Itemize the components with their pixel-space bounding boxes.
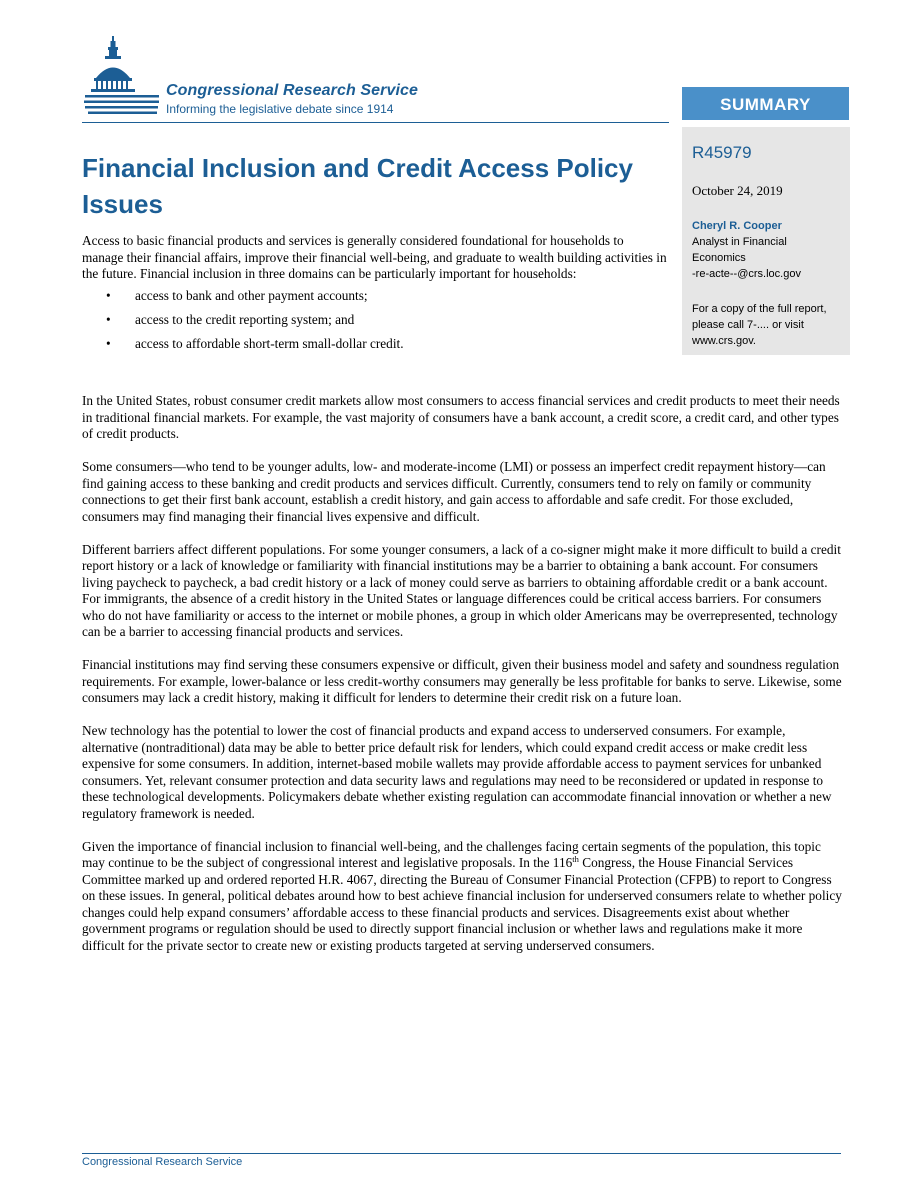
inclusion-domains-list: [82, 288, 667, 353]
body-paragraph: Different barriers affect different populations. For some younger consumers, a lack of a co-signer might make it more difficult to build a credit report history or a lack of knowledge or familiarity with financial institutions may be a barrier to obtaining a bank account. For consumers living paycheck to paycheck, a bad credit history or a lack of money could serve as barriers to obtaining affordable credit or a bank account. For immigrants, the absence of a credit history in the United States or language differences could be critical access barriers. For consumers who do not have familiarity or access to the internet or mobile phones, a group in which older Americans may be overrepresented, technology can be a barrier to accessing financial products and services.: [82, 541, 841, 639]
list-item: • access to bank and other payment accounts;: [135, 288, 667, 305]
body-paragraph: New technology has the potential to lower the cost of financial products and expand access to underserved consumers. For example, alternative (nontraditional) data may be able to better price default risk for lenders, which could expand credit access or make credit less expensive for some consumers. In addition, internet-based mobile wallets may provide affordable access to payment services for unbanked consumers. Yet, relevant consumer protection and data security laws and regulations may need to be reconsidered or updated in response to these technological developments. Policymakers debate whether existing regulation can accommodate financial innovation or whether a new regulatory framework is needed.: [82, 723, 832, 821]
crs-logo: [82, 36, 482, 122]
header-divider: [82, 122, 669, 123]
org-tagline: Informing the legislative debate since 1914: [166, 102, 394, 116]
summary-sidebar: [682, 127, 850, 355]
body-paragraph-last: [82, 839, 842, 955]
report-number: R45979: [692, 143, 752, 162]
list-item: • access to affordable short-term small-dollar credit.: [135, 336, 667, 353]
body-paragraph: Financial institutions may find serving these consumers expensive or difficult, given their business model and safety and soundness regulation requirements. For example, lower-balance or less credit-worthy consumers may generally be less profitable for banks to serve. Likewise, some consumers may lack a credit history, making it difficult for lenders to determine their credit risk on a future loan.: [82, 657, 842, 705]
summary-body: [82, 393, 842, 971]
footer-text: Congressional Research Service: [82, 1156, 243, 1168]
author-name: Cheryl R. Cooper: [692, 220, 782, 232]
report-title: Financial Inclusion and Credit Access Policy Issues: [82, 153, 633, 219]
summary-heading: SUMMARY: [682, 87, 849, 120]
author-block: [692, 218, 801, 282]
body-paragraph: Some consumers—who tend to be younger adults, low- and moderate-income (LMI) or possess an imperfect credit repayment history—can find gaining access to these banking and credit products and services difficult. Currently, consumers tend to rely on family or community connections to get their first bank account, establish a credit history, and gain access to affordable and safe credit. For those excluded, consumers may find managing their financial lives expensive and difficult.: [82, 459, 826, 524]
author-title-line-2: Economics: [692, 252, 746, 264]
list-item: • access to the credit reporting system; and: [135, 312, 667, 329]
intro-section: [82, 233, 667, 360]
author-email[interactable]: -re-acte--@crs.loc.gov: [692, 268, 801, 280]
capitol-dome-icon: [82, 36, 164, 122]
report-date: October 24, 2019: [692, 183, 783, 198]
ordinal-superscript: th: [572, 854, 579, 864]
footer-divider: [82, 1153, 841, 1154]
last-paragraph-part-2: Congress, the House Financial Services Committee marked up and ordered reported H.R. 4067, directing the Bureau of Consumer Financial Protection (CFPB) to report to Congress on these issues. In general, political debates around how to best achieve financial inclusion for underserved consumers relate to whether policy changes could help expand consumers’ affordable access to these financial products and services. Disagreements exist about whether government programs or regulation should be used to directly support financial inclusion or whether laws and regulations make it more difficult for the private sector to create new or existing products targeted at serving underserved consumers.: [82, 855, 842, 953]
author-title-line-1: Analyst in Financial: [692, 236, 787, 248]
intro-paragraph: Access to basic financial products and services is generally considered foundational for households to manage their financial affairs, improve their financial well-being, and graduate to wealth building activities in the future. Financial inclusion in three domains can be particularly important for households:: [82, 233, 667, 281]
body-paragraph: In the United States, robust consumer credit markets allow most consumers to access financial services and credit products to meet their needs in traditional financial markets. For example, the vast majority of consumers have a bank account, a credit score, a credit card, and other types of credit products.: [82, 393, 840, 441]
org-name: Congressional Research Service: [166, 82, 419, 99]
last-paragraph-part-1: Given the importance of financial inclusion to financial well-being, and the challenges facing certain segments of the population, this topic may continue to be the subject of congressional interest and legislative proposals. In the 116: [82, 838, 821, 870]
copy-request-note: For a copy of the full report, please call 7-.... or visit www.crs.gov.: [692, 303, 827, 347]
